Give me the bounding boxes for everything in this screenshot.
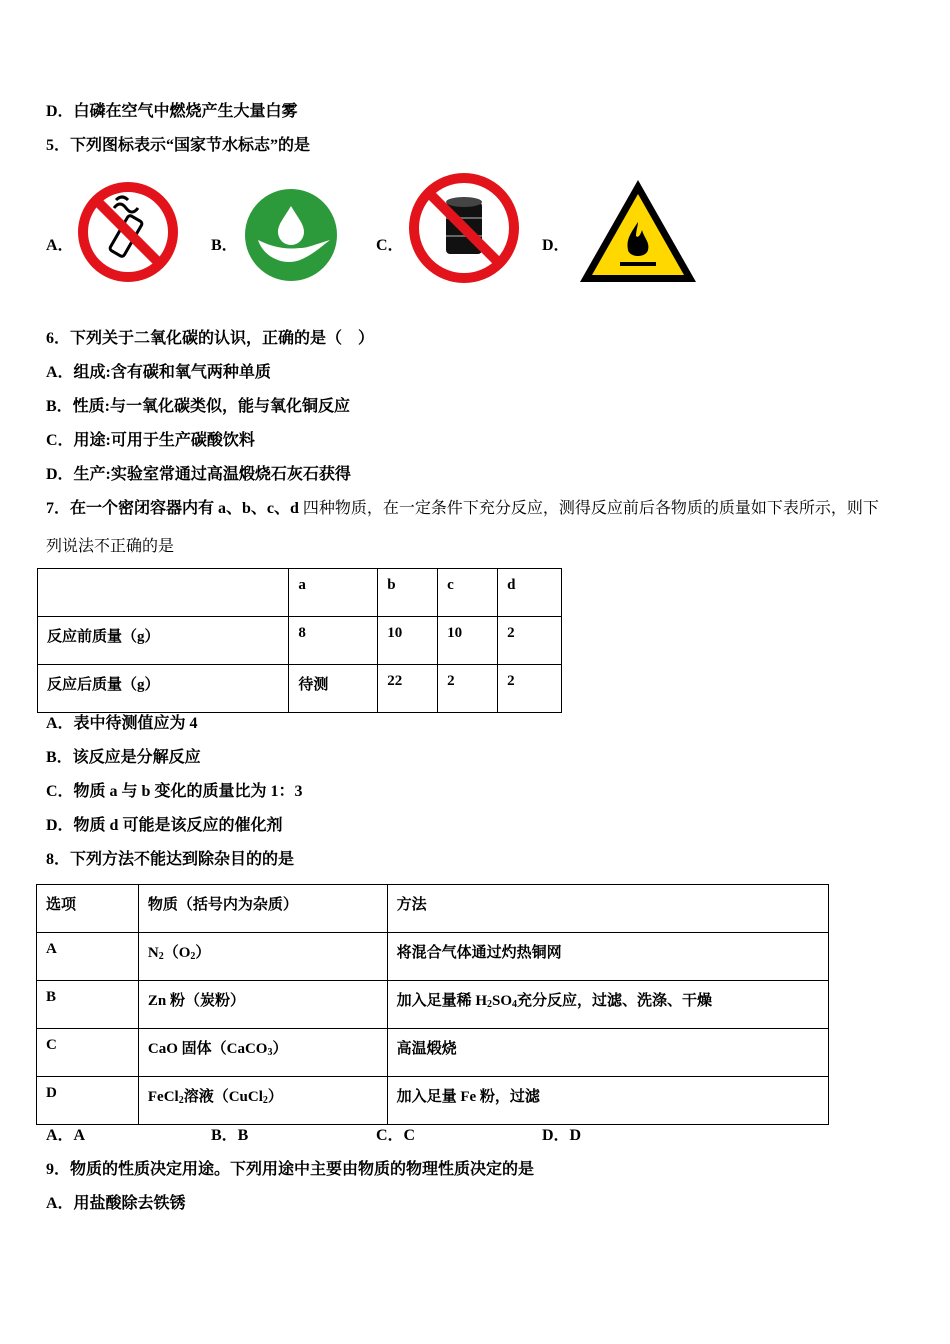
- subscript: 2: [190, 951, 196, 962]
- q5-label-b: B．: [211, 237, 238, 254]
- q6-option-d: D．生产:实验室常通过高温煅烧石灰石获得: [46, 466, 351, 483]
- table-cell: a: [289, 569, 378, 617]
- table-cell: 10: [438, 617, 498, 665]
- q7-option-d: D．物质 d 可能是该反应的催化剂: [46, 817, 283, 834]
- table-cell: c: [438, 569, 498, 617]
- table-cell: [38, 569, 289, 617]
- q7-stem-bold: 7．在一个密闭容器内有 a、b、c、d: [46, 500, 299, 517]
- table-cell: 选项: [37, 885, 139, 933]
- formula-part: N: [147, 945, 159, 961]
- formula-part: CaO 固体（CaCO: [147, 1041, 268, 1057]
- q8-table: [36, 884, 829, 1125]
- table-row: [37, 981, 829, 1029]
- table-cell: C: [37, 1029, 139, 1077]
- table-cell: [387, 981, 828, 1029]
- table-cell: 反应后质量（g）: [38, 665, 289, 713]
- subscript: 2: [178, 1095, 184, 1106]
- q5-label-c: C．: [376, 237, 404, 254]
- q7-option-c: C．物质 a 与 b 变化的质量比为 1：3: [46, 783, 303, 800]
- formula-part: ）: [195, 945, 211, 961]
- q5-options: [0, 172, 950, 292]
- water-saving-icon: [244, 188, 338, 282]
- table-row: [37, 1029, 829, 1077]
- formula-part: ）: [272, 1041, 288, 1057]
- q8-answer-d: D．D: [542, 1127, 582, 1144]
- q5-label-a: A．: [46, 237, 74, 254]
- table-cell: 2: [498, 665, 562, 713]
- table-row: [37, 933, 829, 981]
- table-cell: d: [498, 569, 562, 617]
- method-part: 充分反应，过滤、洗涤、干燥: [517, 993, 713, 1009]
- q6-option-a: A．组成:含有碳和氧气两种单质: [46, 364, 271, 381]
- table-cell: 8: [289, 617, 378, 665]
- no-oil-barrel-icon: [408, 172, 520, 284]
- q5-label-d: D．: [542, 237, 570, 254]
- subscript: 2: [262, 1095, 268, 1106]
- table-cell: 方法: [387, 885, 828, 933]
- q8-answer-a: A．A: [46, 1127, 86, 1144]
- table-row: [38, 617, 562, 665]
- q8-answer-b: B．B: [211, 1127, 249, 1144]
- q9-stem: 9．物质的性质决定用途。下列用途中主要由物质的物理性质决定的是: [46, 1161, 535, 1178]
- table-cell: 待测: [289, 665, 378, 713]
- table-cell: [138, 1077, 387, 1125]
- subscript: 3: [267, 1047, 273, 1058]
- table-row: [37, 1077, 829, 1125]
- q8-stem: 8．下列方法不能达到除杂目的的是: [46, 851, 295, 868]
- table-cell: [138, 1029, 387, 1077]
- q6-option-b: B．性质:与一氧化碳类似，能与氧化铜反应: [46, 398, 351, 415]
- subscript: 4: [512, 999, 518, 1010]
- q7-option-b: B．该反应是分解反应: [46, 749, 201, 766]
- table-cell: b: [378, 569, 438, 617]
- q6-option-c: C．用途:可用于生产碳酸饮料: [46, 432, 255, 449]
- table-cell: 2: [498, 617, 562, 665]
- q6-stem: 6．下列关于二氧化碳的认识，正确的是（ ）: [46, 330, 375, 347]
- table-cell: 10: [378, 617, 438, 665]
- flammable-warning-icon: [578, 178, 698, 284]
- q7-stem-cont: 列说法不正确的是: [46, 538, 175, 555]
- table-row: [37, 885, 829, 933]
- table-cell: [138, 933, 387, 981]
- table-cell: 反应前质量（g）: [38, 617, 289, 665]
- formula-part: ）: [267, 1089, 283, 1105]
- q7-stem-normal: 四种物质，在一定条件下充分反应，测得反应前后各物质的质量如下表所示，则下: [298, 500, 879, 517]
- formula-part: 溶液（CuCl: [183, 1089, 263, 1105]
- table-cell: 22: [378, 665, 438, 713]
- table-cell: A: [37, 933, 139, 981]
- no-smoking-icon: [76, 180, 180, 284]
- q8-answer-c: C．C: [376, 1127, 416, 1144]
- formula-part: FeCl: [147, 1089, 179, 1105]
- q7-option-a: A．表中待测值应为 4: [46, 715, 198, 732]
- subscript: 2: [158, 951, 164, 962]
- q7-table: [37, 568, 562, 713]
- q5-stem: 5．下列图标表示“国家节水标志”的是: [46, 137, 311, 154]
- table-row: [38, 665, 562, 713]
- table-cell: B: [37, 981, 139, 1029]
- q9-option-a: A．用盐酸除去铁锈: [46, 1195, 186, 1212]
- table-cell: Zn 粉（炭粉）: [138, 981, 387, 1029]
- table-cell: 物质（括号内为杂质）: [138, 885, 387, 933]
- table-cell: 加入足量 Fe 粉，过滤: [387, 1077, 828, 1125]
- table-cell: D: [37, 1077, 139, 1125]
- table-cell: 2: [438, 665, 498, 713]
- method-part: 加入足量稀 H: [396, 993, 488, 1009]
- formula-part: （O: [163, 945, 191, 961]
- table-cell: 高温煅烧: [387, 1029, 828, 1077]
- q4-option-d: D．白磷在空气中燃烧产生大量白雾: [46, 103, 298, 120]
- table-cell: 将混合气体通过灼热铜网: [387, 933, 828, 981]
- q7-stem: [46, 499, 879, 519]
- method-part: SO: [492, 993, 513, 1009]
- subscript: 2: [487, 999, 493, 1010]
- table-row: [38, 569, 562, 617]
